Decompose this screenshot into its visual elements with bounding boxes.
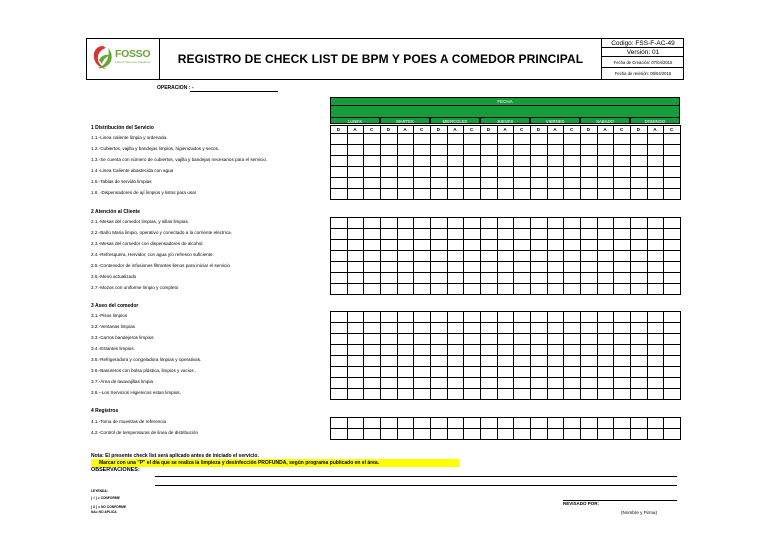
check-cell[interactable]	[380, 388, 398, 400]
checklist-item-label: 2.1.-Mesas del comedor limpias, y sillas limpias.	[91, 219, 190, 224]
check-cell[interactable]	[430, 283, 448, 295]
check-cell[interactable]	[447, 388, 465, 400]
check-cell[interactable]	[597, 188, 615, 200]
check-cell[interactable]	[513, 388, 531, 400]
day-header: VIERNES	[530, 117, 580, 124]
letter-cell-border	[430, 125, 448, 134]
check-cell[interactable]	[513, 283, 531, 295]
document-title: REGISTRO DE CHECK LIST DE BPM Y POES A COMEDOR PRINCIPAL	[177, 52, 584, 66]
leyenda-title: LEYENDA:	[91, 489, 108, 493]
letter-cell-border	[447, 125, 465, 134]
section-title: 4 Registros	[91, 408, 119, 414]
day-column-letter: A	[603, 127, 607, 132]
check-cell[interactable]	[363, 388, 381, 400]
checklist-item-label: 3.2.-Ventanas limpias	[91, 324, 135, 329]
check-cell[interactable]	[463, 283, 481, 295]
check-cell[interactable]	[480, 188, 498, 200]
check-cell[interactable]	[397, 388, 415, 400]
leyenda-no-conforme: ( X ) = NO CONFORME	[91, 505, 127, 509]
check-cell[interactable]	[347, 188, 365, 200]
check-cell[interactable]	[563, 428, 581, 440]
leyenda-conforme: ( √ ) = CONFORME	[91, 496, 120, 500]
checklist-item-label: 1.3.-Se cuenta con número de cubiertos, vajilla y bandejas necesarios para el servicio.	[91, 157, 268, 162]
fecha-revision-label: Fecha de revisión: 08/04/2015	[614, 71, 672, 76]
letter-cell-border	[530, 125, 548, 134]
checklist-item-label: 2.2.-Baño Maria limpio, operativo y conectado a la corriente eléctrica.	[91, 230, 232, 235]
title-cell	[160, 39, 602, 79]
letter-cell-border	[463, 125, 481, 134]
section-title: 3 Aseo del comedor	[91, 303, 139, 309]
check-cell[interactable]	[447, 428, 465, 440]
check-cell[interactable]	[580, 283, 598, 295]
check-cell[interactable]	[513, 188, 531, 200]
letter-cell-border	[597, 125, 615, 134]
check-cell[interactable]	[330, 283, 348, 295]
checklist-item-label: 3.3.-Carros bandejeros limpios	[91, 335, 154, 340]
day-header: LUNES	[330, 117, 380, 124]
letter-cell-border	[613, 125, 631, 134]
observaciones-line[interactable]	[155, 476, 677, 477]
logo-text: FOSSO	[115, 48, 151, 60]
fecha-creacion-label: Fecha de Creación: 07/04/2015	[602, 57, 684, 68]
check-cell[interactable]	[463, 188, 481, 200]
check-cell[interactable]	[597, 388, 615, 400]
check-cell[interactable]	[663, 428, 681, 440]
day-header: DOMINGO	[630, 117, 680, 124]
check-cell[interactable]	[347, 388, 365, 400]
check-cell[interactable]	[497, 283, 515, 295]
letter-cell-border	[380, 125, 398, 134]
check-cell[interactable]	[397, 428, 415, 440]
day-column-letter: A	[553, 127, 557, 132]
checklist-item-label: 4.2.-Control de temperaturas de linea de distribución	[91, 430, 198, 435]
firma-label: (Nombre y Firma)	[621, 510, 657, 515]
check-cell[interactable]	[463, 428, 481, 440]
day-column-letter: D	[436, 127, 440, 132]
letter-cell-border	[330, 125, 348, 134]
day-column-letter: C	[370, 127, 374, 132]
fecha-band	[330, 106, 680, 117]
check-cell[interactable]	[647, 428, 665, 440]
check-cell[interactable]	[563, 388, 581, 400]
checklist-item-label: 2.4.-Refresquera, Hervidor, con agua y/o refresco suficiente.	[91, 252, 214, 257]
letter-cell-border	[363, 125, 381, 134]
observaciones-label: OBSERVACIONES:	[91, 467, 140, 473]
check-cell[interactable]	[347, 283, 365, 295]
letter-cell-border	[513, 125, 531, 134]
check-cell[interactable]	[530, 428, 548, 440]
check-cell[interactable]	[413, 283, 431, 295]
check-cell[interactable]	[430, 188, 448, 200]
check-cell[interactable]	[547, 188, 565, 200]
check-cell[interactable]	[497, 188, 515, 200]
operacion-field[interactable]	[190, 91, 278, 92]
check-cell[interactable]	[630, 428, 648, 440]
day-column-letter: C	[470, 127, 474, 132]
check-cell[interactable]	[397, 283, 415, 295]
check-cell[interactable]	[563, 188, 581, 200]
day-header: SABADO	[580, 117, 630, 124]
check-cell[interactable]	[330, 428, 348, 440]
check-cell[interactable]	[447, 188, 465, 200]
check-cell[interactable]	[497, 428, 515, 440]
check-cell[interactable]	[663, 388, 681, 400]
revisado-por-label: REVISADO POR:	[563, 501, 600, 506]
day-header: MARTES	[380, 117, 430, 124]
check-cell[interactable]	[613, 283, 631, 295]
check-cell[interactable]	[447, 283, 465, 295]
check-cell[interactable]	[380, 283, 398, 295]
check-cell[interactable]	[363, 188, 381, 200]
letter-cell-border	[413, 125, 431, 134]
day-column-letter: D	[386, 127, 390, 132]
check-cell[interactable]	[580, 188, 598, 200]
version-label: Versión: 01	[602, 48, 684, 57]
check-cell[interactable]	[380, 188, 398, 200]
check-cell[interactable]	[530, 188, 548, 200]
day-column-letter: D	[586, 127, 590, 132]
letter-cell-border	[663, 125, 681, 134]
check-cell[interactable]	[513, 428, 531, 440]
check-cell[interactable]	[630, 388, 648, 400]
day-column-letter: D	[486, 127, 490, 132]
checklist-item-label: 3.4.-Estantes limpios.	[91, 346, 135, 351]
checklist-item-label: 3.7.-Área de lavavajillas limpia	[91, 379, 154, 384]
leyenda-no-aplica: NA= NO APLICA	[91, 510, 117, 514]
check-cell[interactable]	[597, 283, 615, 295]
marcar-instruction: Marcar con una "P" el día que se realiza la limpieza y desinfección PROFUNDA, según programa publicado en el área.	[91, 459, 459, 467]
checklist-item-label: 4.1.-Toma de muestras de referencia	[91, 419, 167, 424]
checklist-item-label: 1.5.-Tablas de servido limpias	[91, 179, 152, 184]
checklist-item-label: 3.5.-Refrigeradora y congeladora limpias y operativas.	[91, 357, 202, 362]
check-cell[interactable]	[530, 388, 548, 400]
day-column-letter: D	[536, 127, 540, 132]
operacion-label: OPERACION : -	[157, 85, 194, 91]
day-header: MIERCOLES	[430, 117, 480, 124]
check-cell[interactable]	[363, 428, 381, 440]
checklist-item-label: 2.5.-Contenedor de infusiones filtrantes llenos para iniciar el servicio	[91, 263, 230, 268]
check-cell[interactable]	[597, 428, 615, 440]
observaciones-line[interactable]	[155, 485, 677, 486]
check-cell[interactable]	[547, 428, 565, 440]
checklist-item-label: 2.6.-Menú actualizado	[91, 274, 137, 279]
checklist-item-label: 3.6.-Basureros con bolsa plástica, limpios y vacios .	[91, 368, 197, 373]
letter-cell-border	[580, 125, 598, 134]
check-cell[interactable]	[580, 428, 598, 440]
check-cell[interactable]	[497, 388, 515, 400]
letter-cell-border	[563, 125, 581, 134]
check-cell[interactable]	[480, 388, 498, 400]
letter-cell-border	[647, 125, 665, 134]
letter-cell-border	[497, 125, 515, 134]
day-column-letter: A	[653, 127, 657, 132]
day-column-letter: D	[636, 127, 640, 132]
fosso-logo-icon	[92, 44, 114, 72]
section-title: 2 Atención al Cliente	[91, 209, 140, 215]
letter-cell-border	[397, 125, 415, 134]
checklist-item-label: 1.1.-Linea caliente limpia y ordenada.	[91, 135, 168, 140]
letter-cell-border	[480, 125, 498, 134]
check-cell[interactable]	[330, 388, 348, 400]
section-title: 1 Distribución del Servicio	[91, 125, 154, 131]
letter-cell-border	[547, 125, 565, 134]
check-cell[interactable]	[580, 388, 598, 400]
check-cell[interactable]	[413, 388, 431, 400]
check-cell[interactable]	[663, 188, 681, 200]
check-cell[interactable]	[647, 188, 665, 200]
logo-subtext: Food & Services Solutions	[115, 60, 151, 64]
check-cell[interactable]	[630, 188, 648, 200]
checklist-item-label: 1.2.-Cubiertos, vajilla y bandejas limpios, higienizados y secos.	[91, 146, 220, 151]
check-cell[interactable]	[547, 388, 565, 400]
checklist-item-label: 2.7.-Mozos con uniforme limpio y completo	[91, 285, 179, 290]
check-cell[interactable]	[363, 283, 381, 295]
check-cell[interactable]	[397, 188, 415, 200]
checklist-item-label: 3.1.-Pisos limpios	[91, 313, 127, 318]
codigo-label: Codigo: FSS-F-AC-49	[602, 39, 684, 48]
check-cell[interactable]	[480, 428, 498, 440]
day-header: JUEVES	[480, 117, 530, 124]
check-cell[interactable]	[347, 428, 365, 440]
check-cell[interactable]	[630, 283, 648, 295]
checklist-item-label: 1.6 .-Dispensadores de ají limpios y listos para usar	[91, 190, 197, 195]
check-cell[interactable]	[413, 188, 431, 200]
day-column-letter: C	[670, 127, 674, 132]
logo-cell	[87, 39, 160, 79]
check-cell[interactable]	[663, 283, 681, 295]
letter-cell-border	[630, 125, 648, 134]
document-meta	[602, 39, 684, 79]
check-cell[interactable]	[530, 283, 548, 295]
day-column-letter: A	[503, 127, 507, 132]
check-cell[interactable]	[430, 388, 448, 400]
day-column-letter: C	[620, 127, 624, 132]
check-cell[interactable]	[613, 388, 631, 400]
check-cell[interactable]	[647, 388, 665, 400]
check-cell[interactable]	[330, 188, 348, 200]
fecha-header: FECHA	[330, 97, 680, 106]
day-column-letter: C	[570, 127, 574, 132]
day-column-letter: C	[520, 127, 524, 132]
check-cell[interactable]	[413, 428, 431, 440]
checklist-item-label: 1.4.-Linea Caliente abastecida con agua	[91, 168, 174, 173]
day-column-letter: A	[403, 127, 407, 132]
document-header	[86, 38, 684, 80]
nota-text: Nota: El presente check list será aplicado antes de iniciado el servicio.	[91, 453, 259, 459]
day-column-letter: A	[353, 127, 357, 132]
check-cell[interactable]	[463, 388, 481, 400]
day-column-letter: C	[420, 127, 424, 132]
day-column-letter: D	[336, 127, 340, 132]
day-column-letter: A	[453, 127, 457, 132]
checklist-item-label: 2.3.-Mesas del comedor con dispensadores de alcohol.	[91, 241, 204, 246]
check-cell[interactable]	[563, 283, 581, 295]
check-cell[interactable]	[647, 283, 665, 295]
check-cell[interactable]	[480, 283, 498, 295]
check-cell[interactable]	[613, 428, 631, 440]
check-cell[interactable]	[547, 283, 565, 295]
check-cell[interactable]	[380, 428, 398, 440]
check-cell[interactable]	[613, 188, 631, 200]
checklist-item-label: 3.8.--Los Servicios Higienicos estan limpios.	[91, 390, 181, 395]
letter-cell-border	[347, 125, 365, 134]
check-cell[interactable]	[430, 428, 448, 440]
